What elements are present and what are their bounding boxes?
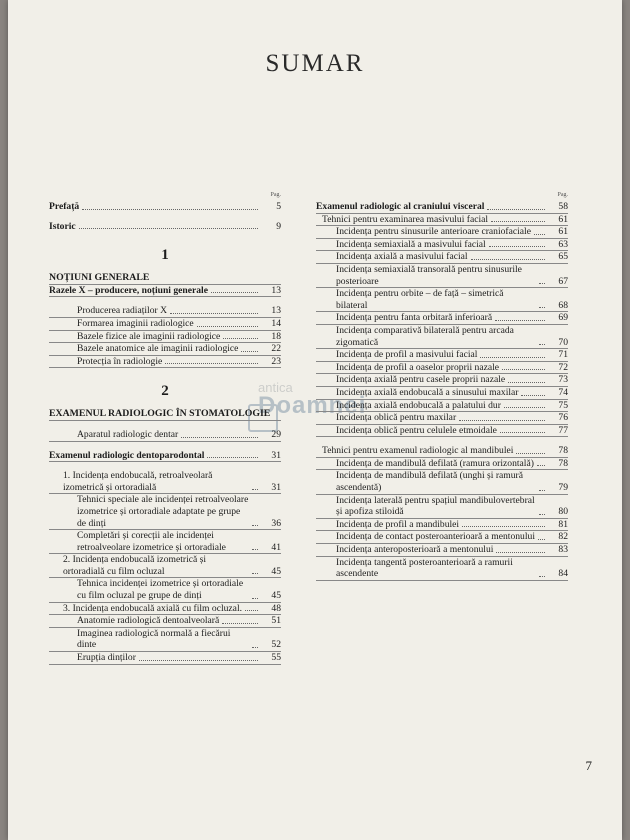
toc-entry [316,531,568,544]
toc-entry-title: Incidența de mandibulă defilată (unghi și ramură ascendentă) [336,470,524,494]
toc-leader-dots [211,292,258,293]
toc-entry [49,554,281,578]
toc-leader-dots [491,221,545,222]
toc-entry-page: 82 [558,531,568,543]
toc-entry-page: 31 [271,449,281,461]
toc-entry [316,288,568,312]
toc-leader-dots [504,407,545,408]
toc-section [49,285,281,298]
toc-entry-page: 78 [558,457,568,469]
toc-entry [316,312,568,325]
toc-entry-page: 5 [276,201,281,212]
toc-leader-dots [223,338,258,339]
toc-entry [49,343,281,356]
toc-entry-page: 48 [271,602,281,614]
toc-entry [316,557,568,581]
toc-entry-title: Erupția dinților [77,652,136,664]
watermark-main-text: Doamnei [258,392,367,419]
toc-leader-dots [245,610,258,611]
page-title: SUMAR [265,50,365,77]
toc-entry [316,251,568,264]
toc-entry-title: Incidența semiaxială a masivului facial [336,238,486,250]
toc-entry-title: Razele X – producere, noțiuni generale [49,284,208,296]
toc-entry-title: Incidența anteroposterioară a mentonului [336,544,494,556]
toc-entry-title: 3. Incidența endobucală axială cu film ocluzal. [63,602,243,614]
toc-entry [49,603,281,616]
watermark-top-text: antica [258,380,293,395]
toc-entry-title: Incidența comparativă bilaterală pentru arcada zigomatică [336,324,514,348]
toc-entry-title: Incidența de profil a mandibulei [336,518,460,530]
toc-entry-title: Examenul radiologic al craniului visceral [316,201,485,212]
toc-leader-dots [508,382,545,383]
toc-leader-dots [495,320,545,321]
toc-entry-page: 9 [276,220,281,232]
toc-entry-page: 14 [271,317,281,329]
toc-entry [316,201,568,214]
toc-entry-title: Bazele fizice ale imaginii radiologice [77,330,221,342]
toc-entry-page: 55 [271,652,281,664]
toc-entry-title: Tehnici pentru examenul radiologic al mandibulei [322,445,514,457]
toc-entry-page: 52 [271,639,281,651]
toc-entry-page: 41 [271,541,281,553]
toc-leader-dots [538,539,545,540]
toc-leader-dots [516,453,545,454]
page-number: 7 [585,758,592,773]
toc-leader-dots [82,209,258,210]
toc-group [316,214,568,227]
toc-entry-page: 74 [558,386,568,398]
toc-entry [316,387,568,400]
toc-entry-title: Incidența tangentă posteroanterioară a ramurii ascendente [336,556,513,580]
toc-section [49,450,281,463]
toc-leader-dots [181,437,258,438]
toc-entry-page: 70 [558,336,568,348]
toc-entry [316,412,568,425]
toc-leader-dots [539,490,545,491]
toc-leader-dots [471,259,545,260]
toc-entry-page: 71 [558,349,568,361]
toc-entry-title: Incidența semiaxială transorală pentru sinusurile posterioare [336,263,522,287]
toc-entry-page: 61 [558,213,568,225]
toc-leader-dots [165,363,258,364]
toc-entry-page: 18 [271,330,281,342]
toc-entry [49,494,281,530]
part-heading: NOȚIUNI GENERALE [49,272,281,285]
toc-entry-page: 51 [271,615,281,627]
toc-leader-dots [537,465,545,466]
toc-entry-title: Aparatul radiologic dentar [77,428,179,440]
toc-entry-page: 58 [558,201,568,212]
toc-entry [49,331,281,344]
toc-entry-page: 65 [558,251,568,263]
toc-leader-dots [539,514,545,515]
toc-entry-page: 79 [558,482,568,494]
toc-leader-dots [487,209,545,210]
toc-group [316,445,568,458]
toc-entry [316,495,568,519]
pag-label: Pag. [557,192,568,198]
toc-entry-page: 23 [271,355,281,367]
toc-entry-title: Protecția în radiologie [77,355,163,367]
toc-entry [49,652,281,665]
toc-leader-dots [79,228,258,229]
toc-entry-title: Incidența de mandibulă defilată (ramura orizontală) [336,457,534,469]
toc-entry [49,578,281,602]
toc-entry-page: 75 [558,399,568,411]
toc-entry-title: Incidența laterală pentru spațiul mandibulovertebral și apofiza stiloidă [336,494,535,518]
toc-entry-title: Tehnici pentru examinarea masivului facial [322,213,489,225]
toc-entry [316,400,568,413]
toc-items-list [49,470,281,665]
toc-leader-dots [252,598,258,599]
toc-leader-dots [252,525,258,526]
toc-entry-page: 80 [558,506,568,518]
toc-entry-title: Incidența oblică pentru celulele etmoidale [336,424,497,436]
toc-entry-page: 68 [558,299,568,311]
toc-entry-page: 77 [558,424,568,436]
toc-entry [49,285,281,298]
toc-entry [49,305,281,318]
toc-entry-title: 2. Incidența endobucală izometrică și ortoradială cu film ocluzal [63,554,207,577]
toc-entry-title: Imaginea radiologică normală a fiecărui dinte [77,627,231,651]
toc-entry [49,615,281,628]
toc-entry [316,239,568,252]
toc-entry-page: 45 [271,565,281,577]
toc-entry-title: Tehnica incidenței izometrice și ortoradiale cu film ocluzal pe grupe de dinți [77,578,244,602]
part-number: 2 [161,383,169,400]
toc-entry [49,429,281,442]
toc-entry-title: 1. Incidența endobucală, retroalveolară izometrică și ortoradială [63,470,213,493]
toc-leader-dots [539,307,545,308]
toc-entry-title: Istoric [49,220,76,232]
toc-entry [49,201,281,213]
toc-entry-title: Incidența pentru fanta orbitară inferioară [336,312,493,324]
toc-entry-page: 13 [271,305,281,317]
toc-entry [316,214,568,227]
toc-entry-page: 22 [271,343,281,355]
toc-entry [316,226,568,239]
toc-entry-title: Incidența axială endobucală a sinusului maxilar [336,386,519,398]
toc-leader-dots [502,369,545,370]
toc-entry-title: Producerea radiaților X [77,305,168,317]
toc-entry-page: 13 [271,284,281,296]
toc-entry-title: Incidența de profil a oaselor proprii nazale [336,361,500,373]
toc-entry [49,356,281,369]
toc-leader-dots [539,283,545,284]
toc-entry-page: 67 [558,275,568,287]
toc-leader-dots [197,326,258,327]
toc-entry [316,445,568,458]
toc-entry-page: 36 [271,517,281,529]
toc-entry [316,458,568,471]
toc-entry [316,470,568,494]
toc-entry [316,325,568,349]
toc-entry-page: 61 [558,226,568,238]
part-number: 1 [161,247,169,264]
toc-entry-page: 31 [271,481,281,493]
toc-leader-dots [462,526,545,527]
toc-entry-title: Incidența axială a masivului facial [336,251,468,263]
toc-leader-dots [480,357,545,358]
toc-entry-page: 63 [558,238,568,250]
toc-entry-title: Tehnici speciale ale incidenței retroalveolare izometrice și ortoradiale adaptate pe grupe de dinți [77,494,249,529]
toc-leader-dots [459,420,545,421]
toc-leader-dots [252,549,258,550]
toc-entry-page: 73 [558,374,568,386]
toc-entry-title: Incidența de contact posteroanterioară a mentonului [336,531,535,543]
toc-leader-dots [252,647,258,648]
toc-entry-page: 78 [558,445,568,457]
toc-right-column [316,192,568,581]
toc-leader-dots [500,432,545,433]
toc-entry-page: 84 [558,568,568,580]
toc-entry-page: 81 [558,518,568,530]
toc-entry-title: Anatomie radiologică dentoalveolară [77,615,220,627]
toc-entry-page: 69 [558,312,568,324]
toc-leader-dots [252,489,258,490]
toc-leader-dots [539,576,545,577]
toc-entry-page: 83 [558,544,568,556]
toc-entry [316,519,568,532]
toc-entry [49,318,281,331]
toc-entry-title: Incidența oblică pentru maxilar [336,412,457,424]
toc-entry [316,349,568,362]
part-heading: EXAMENUL RADIOLOGIC ÎN STOMATOLOGIE [49,408,281,421]
toc-intro-list [49,201,281,232]
toc-items-list [316,458,568,581]
toc-entry-title: Prefață [49,201,80,212]
toc-entry [49,450,281,463]
toc-leader-dots [496,552,545,553]
toc-leader-dots [139,660,258,661]
toc-entry [316,425,568,438]
book-page [8,0,622,840]
toc-leader-dots [521,395,545,396]
toc-entry [49,221,281,233]
toc-entry-title: Bazele anatomice ale imaginii radiologice [77,343,239,355]
toc-leader-dots [170,313,258,314]
toc-leader-dots [539,344,545,345]
toc-entry-title: Completări și corecții ale incidenței retroalveolare izometrice și ortoradiale [77,530,226,553]
toc-items-list [316,226,568,437]
toc-entry-title: Incidența pentru orbite – de față – simetrică bilateral [336,288,504,311]
toc-entry-title: Examenul radiologic dentoparodontal [49,449,205,461]
toc-entry [49,628,281,652]
toc-items-list [49,305,281,368]
toc-leader-dots [222,623,258,624]
toc-entry-page: 45 [271,590,281,602]
toc-item [49,429,281,442]
toc-entry-title: Formarea imaginii radiologice [77,317,194,329]
toc-left-column [49,192,281,665]
toc-entry [49,530,281,554]
toc-entry-title: Incidența axială pentru casele proprii nazale [336,374,506,386]
toc-entry-title: Incidența de profil a masivului facial [336,349,478,361]
pag-label: Pag. [270,192,281,198]
toc-entry [316,374,568,387]
toc-leader-dots [252,573,258,574]
toc-entry [316,544,568,557]
toc-entry-page: 76 [558,412,568,424]
toc-entry-title: Incidența pentru sinusurile anterioare craniofaciale [336,226,531,238]
toc-leader-dots [207,457,258,458]
toc-leader-dots [241,351,258,352]
toc-entry-page: 29 [271,428,281,440]
toc-entry-title: Incidența axială endobucală a palatului dur [336,399,501,411]
toc-leader-dots [489,246,545,247]
toc-entry [316,362,568,375]
toc-entry [316,264,568,288]
toc-entry-page: 72 [558,361,568,373]
toc-section [316,201,568,214]
toc-entry [49,470,281,494]
toc-leader-dots [534,234,545,235]
